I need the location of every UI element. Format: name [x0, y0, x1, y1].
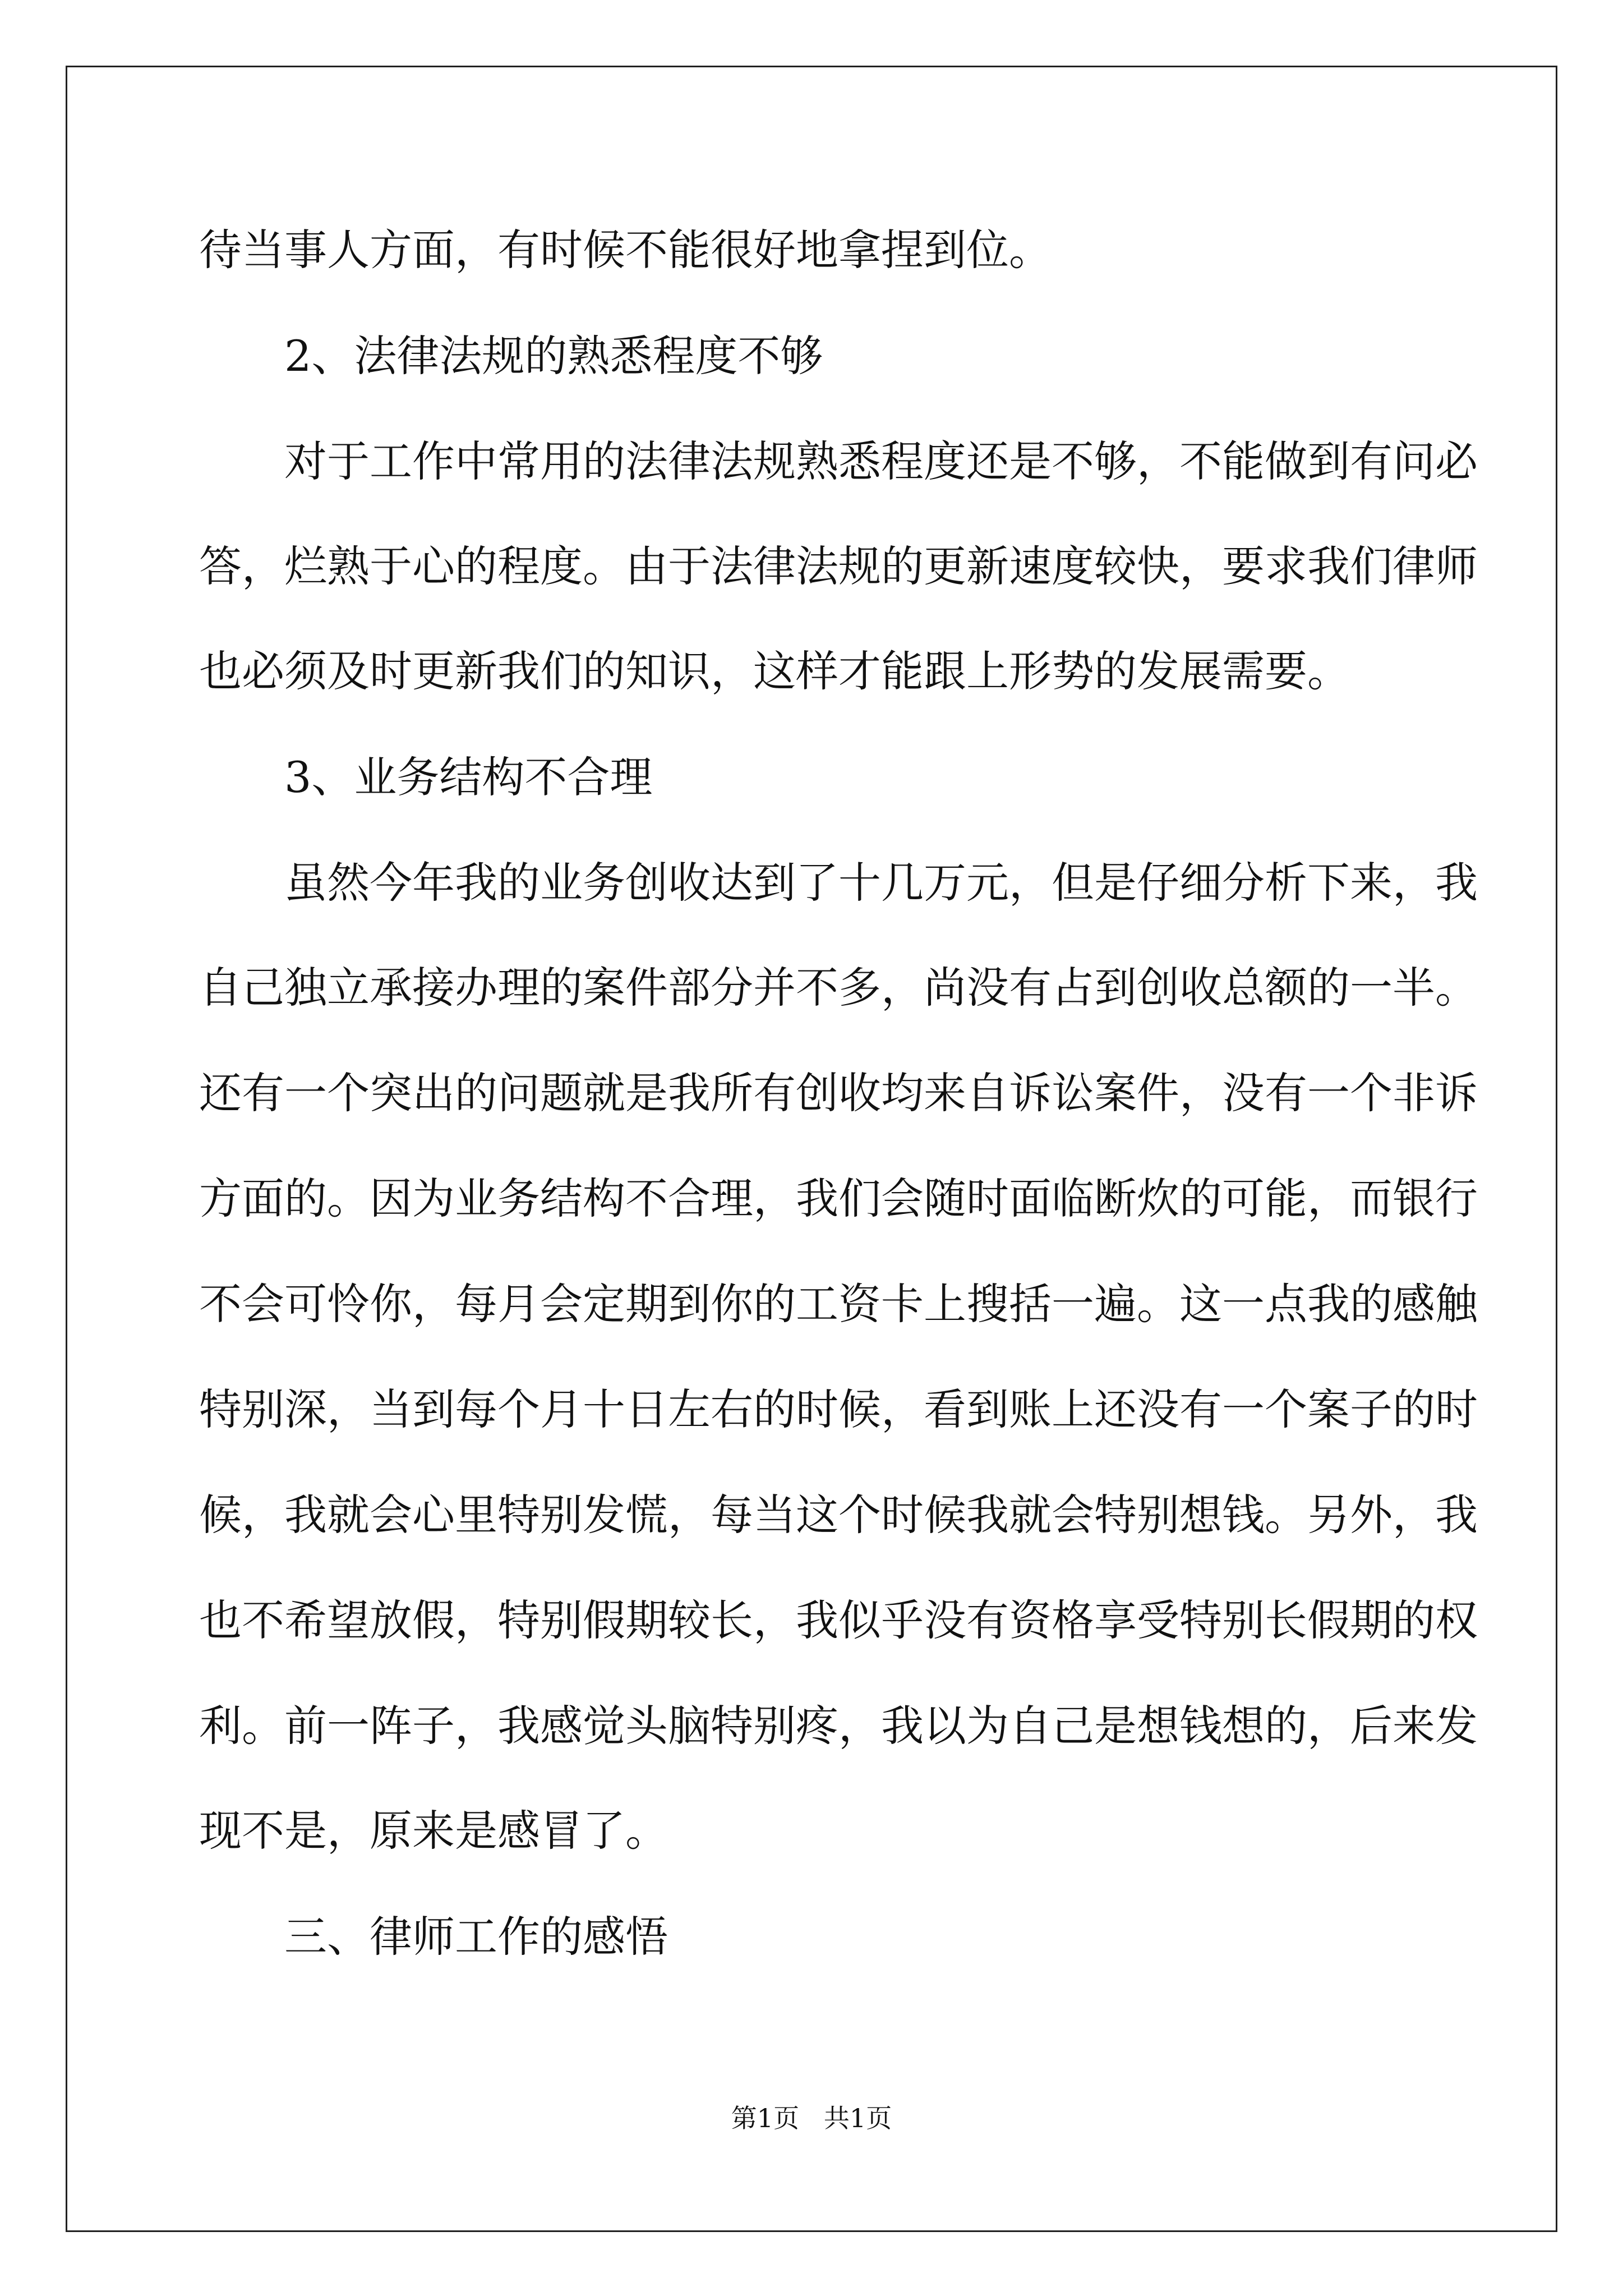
page-border [66, 66, 1557, 2232]
paragraph-line: 候，我就会心里特别发慌，每当这个时候我就会特别想钱。另外，我 [199, 1490, 1478, 1540]
section-heading: 2、法律法规的熟悉程度不够 [284, 331, 823, 381]
paragraph-line: 特别深，当到每个月十日左右的时候，看到账上还没有一个案子的时 [199, 1384, 1478, 1434]
paragraph-line: 也不希望放假，特别假期较长，我似乎没有资格享受特别长假期的权 [199, 1595, 1478, 1645]
paragraph-line: 答，烂熟于心的程度。由于法律法规的更新速度较快，要求我们律师 [199, 541, 1478, 591]
paragraph-line: 待当事人方面，有时候不能很好地拿捏到位。 [199, 225, 1052, 275]
paragraph-line: 虽然今年我的业务创收达到了十几万元，但是仔细分析下来，我 [284, 858, 1478, 908]
paragraph-line: 对于工作中常用的法律法规熟悉程度还是不够，不能做到有问必 [284, 436, 1478, 486]
paragraph-line: 现不是，原来是感冒了。 [199, 1806, 668, 1856]
page-number: 第1页 共1页 [731, 2103, 892, 2133]
paragraph-line: 方面的。因为业务结构不合理，我们会随时面临断炊的可能，而银行 [199, 1174, 1478, 1223]
section-heading: 3、业务结构不合理 [284, 752, 653, 802]
paragraph-line: 不会可怜你，每月会定期到你的工资卡上搜括一遍。这一点我的感触 [199, 1279, 1478, 1329]
paragraph-line: 还有一个突出的问题就是我所有创收均来自诉讼案件，没有一个非诉 [199, 1068, 1478, 1118]
paragraph-line: 自己独立承接办理的案件部分并不多，尚没有占到创收总额的一半。 [199, 963, 1478, 1013]
paragraph-line: 也必须及时更新我们的知识，这样才能跟上形势的发展需要。 [199, 646, 1350, 696]
paragraph-line: 利。前一阵子，我感觉头脑特别疼，我以为自己是想钱想的，后来发 [199, 1701, 1478, 1751]
section-heading: 三、律师工作的感悟 [284, 1912, 668, 1962]
